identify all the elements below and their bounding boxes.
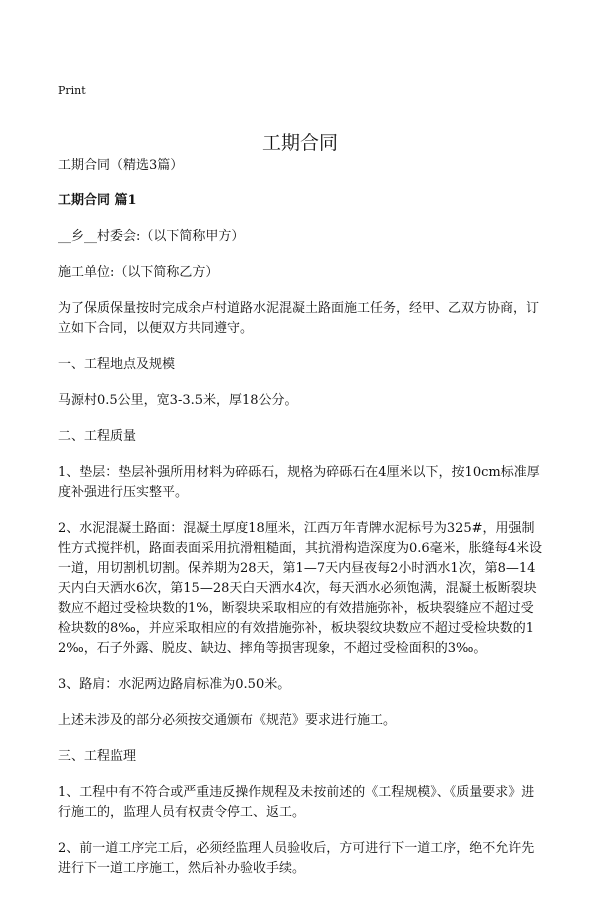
quality-paragraph-3: 3、路肩：水泥两边路肩标准为0.50米。 [58, 677, 291, 692]
location-paragraph: 马源村0.5公里，宽3-3.5米，厚18公分。 [58, 393, 298, 408]
document-subtitle: 工期合同（精选3篇） [58, 158, 184, 173]
party-b-line: 施工单位:（以下简称乙方） [58, 265, 219, 280]
section-title: 工期合同 篇1 [58, 193, 137, 208]
quality-paragraph-1: 1、垫层：垫层补强所用材料为碎砾石，规格为碎砾石在4厘米以下，按10cm标准厚度补强进行压实整平。 [58, 465, 540, 500]
party-a-line: __乡__村委会:（以下简称甲方） [58, 229, 245, 244]
intro-paragraph: 为了保质保量按时完成余卢村道路水泥混凝土路面施工任务，经甲、乙双方协商，订立如下合同，以便双方共同遵守。 [58, 301, 540, 336]
section-heading-quality: 二、工程质量 [58, 429, 137, 444]
supervision-paragraph-1: 1、工程中有不符合或严重违反操作规程及未按前述的《工程规模》、《质量要求》进行施工的，监理人员有权责令停工、返工。 [58, 785, 535, 820]
quality-note-paragraph: 上述未涉及的部分必须按交通颁布《规范》要求进行施工。 [58, 713, 397, 728]
quality-paragraph-2: 2、水泥混凝土路面：混凝土厚度18厘米，江西万年青牌水泥标号为325#，用强制性方式搅拌机，路面表面采用抗滑粗糙面，其抗滑构造深度为0.6毫米，胀缝每4米设一道，用切割机切割。保养期为28天，第1—7天内昼夜每2小时洒水1次，第8—14天内白天洒水6次，第15—28天白天洒水4次，每天洒水必须饱满，混凝土板断裂块数应不超过受检块数的1%，断裂块采取相应的有效措施弥补，板块裂缝应不超过受检块数的8‰，并应采取相应的有效措施弥补，板块裂纹块数应不超过受检块数的12‰，石子外露、脱皮、缺边、摔角等损害现象，不超过受检面积的3‰。 [58, 521, 542, 656]
print-label: Print [58, 84, 86, 97]
document-title: 工期合同 [261, 131, 338, 154]
section-heading-location: 一、工程地点及规模 [58, 357, 176, 372]
document-content [58, 156, 544, 895]
section-heading-supervision: 三、工程监理 [58, 749, 137, 764]
supervision-paragraph-2: 2、前一道工序完工后，必须经监理人员验收后，方可进行下一道工序，绝不允许先进行下一道工序施工，然后补办验收手续。 [58, 841, 535, 876]
